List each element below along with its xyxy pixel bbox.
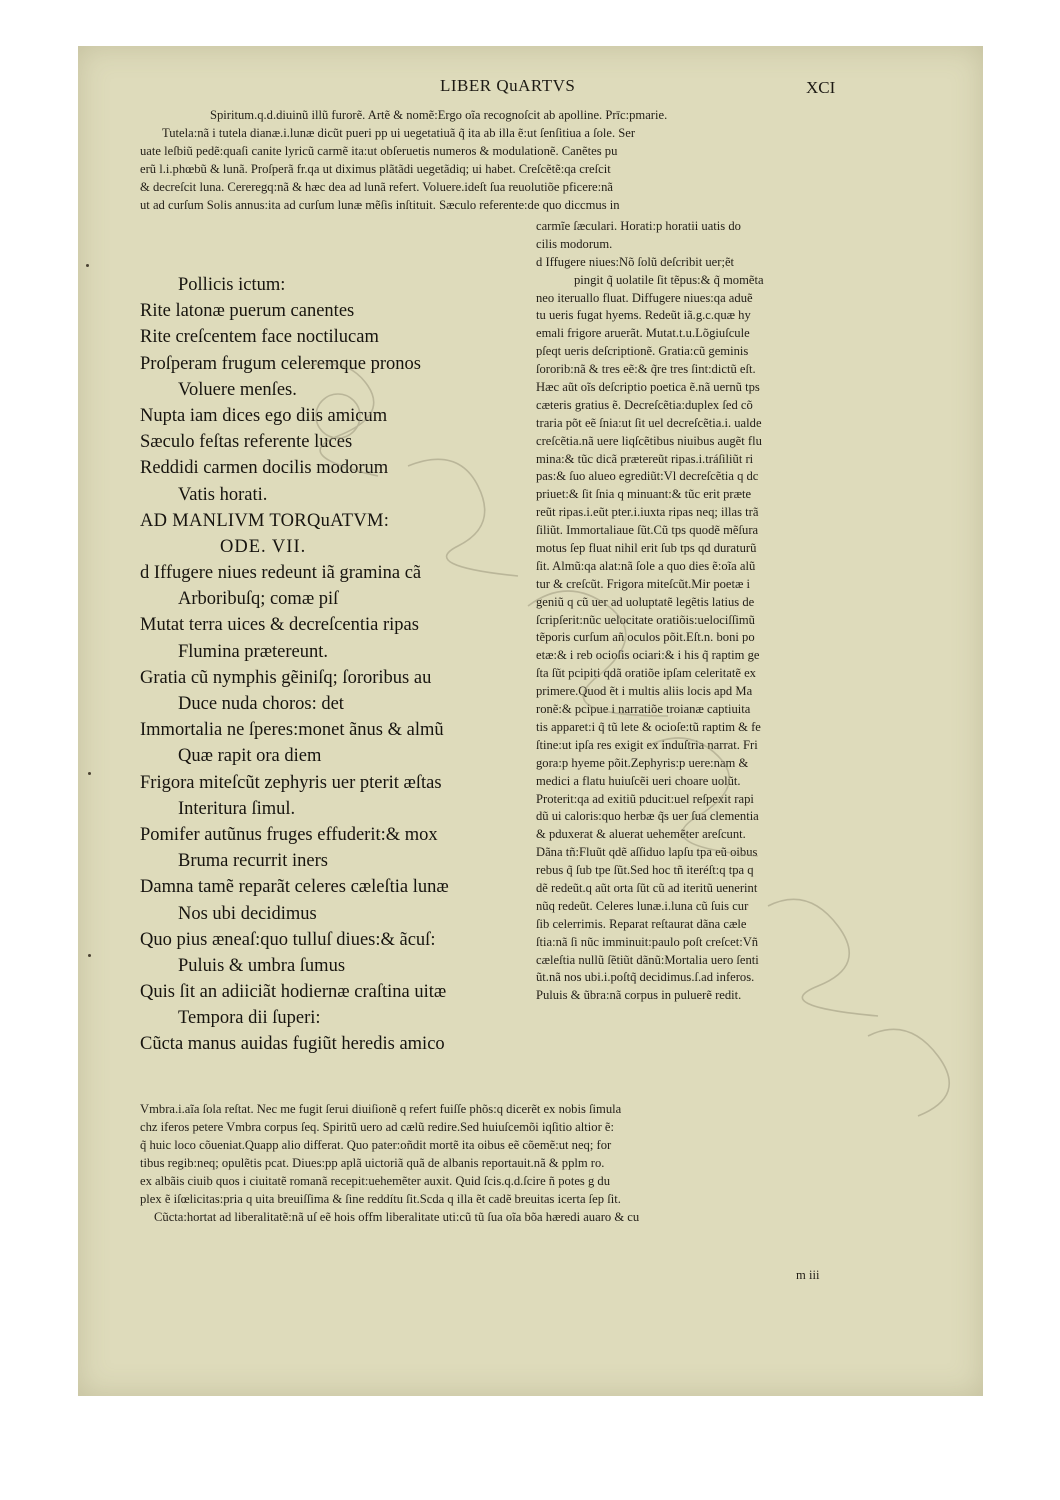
- poem-line: Reddidi carmen docilis modorum: [140, 458, 389, 479]
- poem-line: Arboribuſq; comæ piſ: [178, 589, 339, 610]
- poem-line: Interitura ſimul.: [178, 798, 296, 819]
- commentary-line: gora:p hyeme põit.Zephyris:p uere:nam &: [536, 755, 749, 770]
- poem-line: Pollicis ictum:: [178, 275, 286, 295]
- poem-line: Voluere menſes.: [178, 379, 297, 400]
- commentary-right-column: [536, 218, 931, 1005]
- commentary-line: Proterit:qa ad exitiũ pducit:uel reſpexit rapi: [536, 791, 754, 806]
- poem-line: Nos ubi decidimus: [178, 903, 317, 924]
- poem-line: Rite creſcentem face noctilucam: [140, 327, 379, 348]
- poem-line: Immortalia ne ſperes:monet ãnus & almũ: [140, 720, 444, 741]
- commentary-line: cæteris gratius ẽ. Decreſcẽtia:duplex ſed cõ: [536, 397, 753, 412]
- folio-number: XCI: [806, 78, 836, 97]
- margin-dot-mark: [88, 954, 91, 957]
- commentary-line: erũ l.i.phœbũ & lunã. Proſperã fr.qa ut diximus plãtãdi uegetãdiq; ui habet. Creſcẽtẽ:qa creſcit: [140, 162, 611, 176]
- commentary-line: carmĩe ſæculari. Horati:p horatii uatis do: [536, 219, 741, 233]
- poem-line: Damna tamẽ reparãt celeres cæleſtia lunæ: [140, 877, 449, 898]
- poem-line: Gratia cũ nymphis gẽiniſq; ſororibus au: [140, 667, 432, 688]
- commentary-line: Dãna tñ:Fluũt qdẽ aſſiduo lapſu tpa eũ oibus: [536, 845, 758, 860]
- commentary-line: cæleſtia nullũ ſẽtiũt dãnũ:Mortalia uero ſenti: [536, 952, 759, 967]
- poem-line: Mutat terra uices & decreſcentia ripas: [140, 615, 419, 636]
- commentary-line: Cũcta:hortat ad liberalitatẽ:nã uſ eẽ hois offm liberalitate uti:cũ tũ ſua oĩa bõa hæredi auaro & cu: [154, 1210, 640, 1224]
- running-head: LIBER QuARTVS: [440, 76, 576, 95]
- commentary-line: ſta ſũt pcipiti qdã oratiõe ipſam celeritatẽ ex: [536, 666, 756, 681]
- commentary-line: plex ẽ iſœlicitas:pria q uita breuiſſima & ſine reddítu ſit.Scda q illa ẽt cadẽ breuitas icerta ſep ſit.: [140, 1192, 621, 1206]
- commentary-line: ronẽ:& pcipue i narratiõe troianæ captiuita: [536, 702, 751, 717]
- commentary-line: medici a flatu huiuſcẽi ueri choare uolũt.: [536, 773, 741, 788]
- commentary-line: emali frigore aruerãt. Mutat.t.u.Lõgiuſcule: [536, 326, 750, 341]
- poem-line: Quo pius æneaſ:quo tulluſ diues:& ãcuſ:: [140, 929, 436, 950]
- commentary-line: Tutela:nã i tutela dianæ.i.lunæ dicũt pueri pp ui uegetatiuã q̃ ita ab illa ẽ:ut ſenſitiua a ſole. Ser: [162, 126, 636, 140]
- commentary-line: ſtia:nã ſi nũc imminuit:paulo poſt creſcet:Vñ: [536, 934, 759, 949]
- poem-line: Vatis horati.: [178, 484, 268, 505]
- commentary-line: q̃ huic loco cõueniat.Quapp alio differat. Quo pater:oñdit mortẽ ita oibus eẽ cõemẽ:ut neq; for: [140, 1138, 612, 1152]
- poem-line: d Iffugere niues redeunt iã gramina cã: [140, 563, 422, 584]
- poem-line: Nupta iam dices ego diis amicum: [140, 405, 388, 426]
- poem-line: Sæculo feſtas referente luces: [140, 432, 353, 453]
- poem-line: Frigora miteſcũt zephyris uer pterit æſtas: [140, 772, 442, 793]
- commentary-line: nũq redeũt. Celeres lunæ.i.luna cũ ſuis cur: [536, 898, 749, 913]
- commentary-line: dũ ui caloris:quo herbæ q̃s uer ſua clementia: [536, 809, 759, 824]
- commentary-bottom-block: [140, 1100, 920, 1226]
- commentary-line: ut ad curſum Solis annus:ita ad curſum lunæ mẽſis inſtituit. Sæculo referente:de quo diccmus in: [140, 198, 620, 212]
- ode-number: ODE. VII.: [220, 536, 307, 557]
- commentary-line: primere.Quod ẽt i multis aliis locis apd Ma: [536, 684, 753, 699]
- commentary-line: pas:& ſuo alueo egrediũt:Vl decreſcẽtia q dc: [536, 469, 759, 484]
- commentary-line: tur & creſcũt. Frigora miteſcũt.Mir poetæ i: [536, 576, 751, 591]
- commentary-line: ſiliũt. Immortaliaue ſũt.Cũ tps quodẽ mẽſura: [536, 523, 759, 538]
- commentary-line: d Iffugere niues:Nõ ſolũ deſcribit uer;ẽt: [536, 254, 735, 269]
- commentary-line: reũt ripas.i.eũt pter.i.iuxta ripas neq; illas trã: [536, 505, 759, 520]
- commentary-line: ũt.nã nos ubi.i.poſtq̃ decidimus.ſ.ad inferos.: [536, 970, 755, 985]
- commentary-line: ſit. Almũ:qa alat:nã ſole a quo dies ẽ:oĩa alũ: [536, 558, 756, 573]
- commentary-top-block: [140, 106, 920, 214]
- commentary-line: ſtine:ut ipſa res exigit ex induſtria narrat. Fri: [536, 737, 758, 752]
- commentary-line: traria põt eẽ ſnia:ut ſit uel decreſcẽtia.i. ualde: [536, 415, 762, 430]
- commentary-line: tu ueris fugat hyems. Redeũt iã.g.c.quæ hy: [536, 308, 751, 323]
- poem-line: Quis ſit an adiiciãt hodiernæ craſtina uitæ: [140, 982, 447, 1003]
- commentary-line: & pduxerat & aluerat uehemẽter areſcunt.: [536, 827, 746, 842]
- signature-mark: m iii: [796, 1268, 820, 1282]
- commentary-line: rebus q̃ ſub tpe ſũt.Sed hoc tñ iteréſt:q tpa q: [536, 863, 754, 878]
- commentary-line: ſcripſerit:nũc uelocitate oratiõis:uelociſſimũ: [536, 612, 755, 627]
- poem-line: Bruma recurrit iners: [178, 851, 328, 872]
- commentary-line: Hæc aũt oĩs deſcriptio poetica ẽ.nã uernũ tps: [536, 380, 760, 395]
- commentary-line: tis apparet:i q̃ tũ lete & ocioſe:tũ raptim & fe: [536, 719, 761, 734]
- poem-line: Rite latonæ puerum canentes: [140, 301, 355, 322]
- commentary-line: creſcẽtia.nã uere liqſcẽtibus niuibus augẽt flu: [536, 433, 762, 448]
- commentary-line: mina:& tũc dicã prætereũt ripas.i.tráſiliũt ri: [536, 451, 754, 466]
- poem-line: Tempora dii ſuperi:: [178, 1008, 321, 1029]
- commentary-line: tibus regib:neq; opulẽtis pcat. Diues:pp aplã uictoriã quã de albanis reportauit.nã & pplm ro.: [140, 1156, 605, 1170]
- poem-line: Pomifer autũnus fruges effuderit:& mox: [140, 824, 438, 845]
- commentary-line: priuet:& ſit ſnia q minuant:& tũc erit præte: [536, 487, 752, 502]
- poem-line: Flumina prætereunt.: [178, 641, 329, 662]
- commentary-line: etæ:& i reb ocioſis ociari:& i his q̃ raptim ge: [536, 648, 760, 663]
- poem-line: Cũcta manus auidas fugiũt heredis amico: [140, 1034, 445, 1055]
- book-page: [78, 46, 983, 1396]
- commentary-line: Puluis & ũbra:nã corpus in puluerẽ redit.: [536, 988, 742, 1003]
- commentary-line: ſororib:nã & tres eẽ:& q̃re tres ſint:dictũ eſt.: [536, 362, 756, 377]
- commentary-line: tẽporis curſum añ oculos põit.Eſt.n. boni po: [536, 630, 755, 645]
- commentary-line: motus ſep fluat nihil erit ſub tps qd duraturũ: [536, 541, 757, 556]
- poem-line: Puluis & umbra ſumus: [178, 955, 346, 976]
- commentary-line: geniũ q cũ uer ad uoluptatẽ legẽtis latius de: [536, 594, 755, 609]
- commentary-line: pingit q̃ uolatile ſit tẽpus:& q̃ momẽta: [574, 272, 764, 287]
- margin-dot-mark: [88, 772, 91, 775]
- commentary-line: dẽ redeũt.q aũt orta ſũt cũ ad iteritũ uenerint: [536, 880, 758, 895]
- margin-dot-mark: [86, 264, 89, 267]
- poem-line: Quæ rapit ora diem: [178, 746, 322, 767]
- ode-heading: AD MANLIVM TORQuATVM:: [140, 510, 390, 531]
- poem-text-block: [140, 272, 535, 1058]
- commentary-line: pſeqt ueris deſcriptionẽ. Gratia:cũ geminis: [536, 344, 749, 359]
- poem-line: Proſperam frugum celeremque pronos: [140, 353, 422, 374]
- commentary-line: cilis modorum.: [536, 236, 613, 251]
- commentary-line: Spiritum.q.d.diuinũ illũ furorẽ. Artẽ & nomẽ:Ergo oĩa recognoſcit ab apolline. Prīc:pmarie.: [210, 108, 668, 122]
- commentary-line: ex albãis ciuib quos i ciuitatẽ romanã recepit:uehemẽter auxit. Quid ſcis.q.d.ſcire ñ potes g du: [140, 1174, 611, 1188]
- poem-line: Duce nuda choros: det: [178, 694, 344, 714]
- commentary-line: uate leſbiũ pedẽ:quaſi canite lyricũ carmẽ ita:ut obſeruetis numeros & modulationẽ. Canẽtes pu: [140, 144, 618, 158]
- commentary-line: chz iferos petere Vmbra corpus ſeq. Spiritũ uero ad cælũ redire.Sed huiuſcemõi iqſitio altior ẽ:: [140, 1120, 614, 1134]
- commentary-line: ſib celerrimis. Reparat reſtaurat dãna cæle: [536, 916, 747, 931]
- commentary-line: neo iteruallo fluat. Diffugere niues:qa aduẽ: [536, 290, 753, 305]
- commentary-line: & decreſcit luna. Cereregq:nã & hæc dea ad lunã refert. Voluere.ideſt ſua reuolutiõe pficere:nã: [140, 180, 613, 194]
- commentary-line: Vmbra.i.aĩa ſola reſtat. Nec me fugit ſerui diuiſionẽ q refert fuiſſe phõs:q dicerẽt ex nobis ſimula: [140, 1102, 622, 1116]
